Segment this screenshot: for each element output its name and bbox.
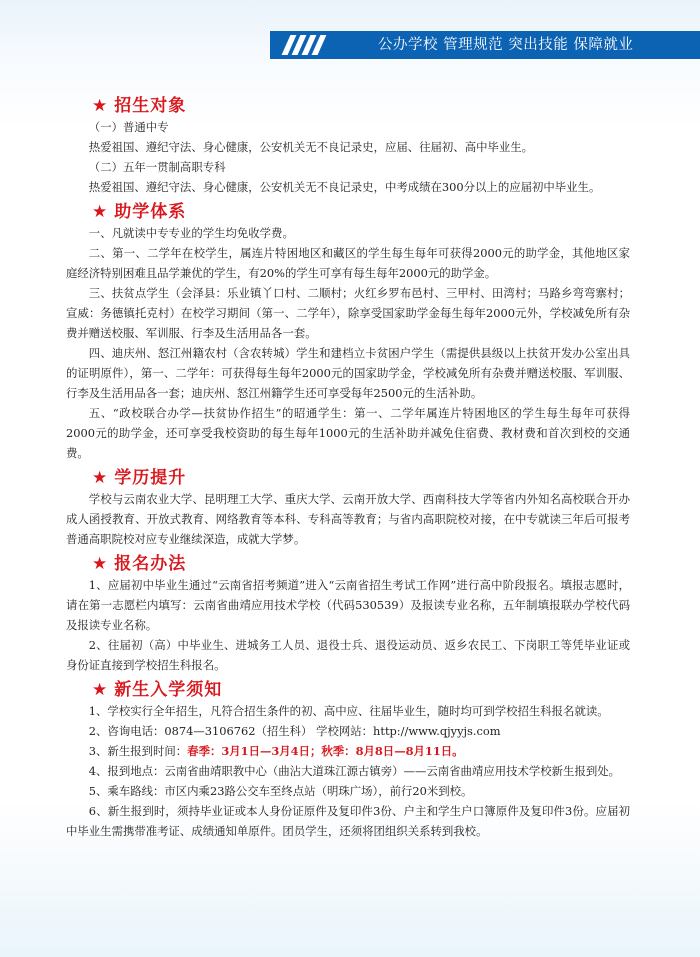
paragraph: （一）普通中专 [88, 120, 169, 134]
star-icon: ★ [92, 468, 109, 488]
paragraph: （二）五年一贯制高职专科 [88, 160, 226, 174]
paragraph: 6、新生报到时，须持毕业证或本人身份证原件及复印件3份、户主和学生户口簿原件及复印件3份。应届初中毕业生需携带准考证、成绩通知单原件。团员学生，还须将团组织关系转到我校。 [66, 804, 630, 838]
registration-dates: 春季：3月1日—3月4日；秋季：8月8日—8月11日。 [187, 744, 464, 758]
paragraph-lead: 3、新生报到时间： [88, 744, 188, 758]
paragraph: 2、往届初（高）中毕业生、进城务工人员、退役士兵、退役运动员、返乡农民工、下岗职工等凭毕业证或身份证直接到学校招生科报名。 [66, 638, 630, 672]
section-heading: ★ 新生入学须知 [92, 680, 223, 700]
page-content [66, 95, 630, 841]
section-heading: ★ 助学体系 [92, 202, 187, 222]
paragraph: 五、“政校联合办学—扶贫协作招生”的昭通学生：第一、二学年属连片特困地区的学生每生每年可获得2000元的助学金，还可享受我校资助的每生每年1000元的生活补助并减免住宿费、教材费和首次到校的交通费。 [66, 406, 630, 460]
star-icon: ★ [92, 202, 109, 222]
star-icon: ★ [92, 96, 109, 116]
paragraph: 学校与云南农业大学、昆明理工大学、重庆大学、云南开放大学、西南科技大学等省内外知名高校联合开办成人函授教育、开放式教育、网络教育等本科、专科高等教育；与省内高职院校对接，在中专就读三年后可报考普通高职院校对应专业继续深造，成就大学梦。 [66, 492, 630, 546]
paragraph: 5、乘车路线：市区内乘23路公交车至终点站（明珠广场），前行20米到校。 [88, 784, 473, 798]
paragraph: 二、第一、二学年在校学生，属连片特困地区和藏区的学生每生每年可获得2000元的助学金，其他地区家庭经济特别困难且品学兼优的学生，有20%的学生可享有每生每年2000元的助学金。 [66, 246, 630, 280]
paragraph: 1、学校实行全年招生，凡符合招生条件的初、高中应、往届毕业生，随时均可到学校招生科报名就读。 [88, 704, 609, 718]
paragraph: 四、迪庆州、怒江州籍农村（含农转城）学生和建档立卡贫困户学生（需提供县级以上扶贫开发办公室出具的证明原件），第一、二学年：可获得每生每年2000元的国家助学金，学校减免所有杂费并赠送校服、军训服、行李及生活用品各一套；迪庆州、怒江州籍学生还可享受每年2500元的生活补助。 [66, 346, 630, 400]
paragraph: 热爱祖国、遵纪守法、身心健康，公安机关无不良记录史，应届、往届初、高中毕业生。 [88, 140, 534, 154]
paragraph [66, 741, 630, 761]
section-heading: ★ 报名办法 [92, 554, 187, 574]
paragraph: 一、凡就读中专专业的学生均免收学费。 [88, 226, 294, 240]
header-banner [270, 31, 700, 59]
paragraph: 2、咨询电话：0874—3106762（招生科） 学校网站：http://www.qjyyjs.com [88, 724, 501, 738]
paragraph: 热爱祖国、遵纪守法、身心健康，公安机关无不良记录史，中考成绩在300分以上的应届初中毕业生。 [88, 180, 601, 194]
paragraph: 1、应届初中毕业生通过“云南省招考频道”进入“云南省招生考试工作网”进行高中阶段报名。填报志愿时，请在第一志愿栏内填写：云南省曲靖应用技术学校（代码530539）及报读专业名称，五年制填报联办学校代码及报读专业名称。 [66, 578, 630, 632]
paragraph: 4、报到地点：云南省曲靖职教中心（曲沾大道珠江源古镇旁）——云南省曲靖应用技术学校新生报到处。 [88, 764, 621, 778]
stripes-decoration [278, 35, 332, 55]
section-heading: ★ 学历提升 [92, 468, 187, 488]
banner-slogan: 公办学校 管理规范 突出技能 保障就业 [378, 37, 634, 53]
section-heading: ★ 招生对象 [92, 96, 187, 116]
star-icon: ★ [92, 680, 109, 700]
star-icon: ★ [92, 554, 109, 574]
paragraph: 三、扶贫点学生（会泽县：乐业镇丫口村、二顺村；火红乡罗布邑村、三甲村、田湾村；马路乡弯弯寨村；宣威：务德镇托克村）在校学习期间（第一、二学年），除享受国家助学金每生每年2000元外，学校减免所有杂费并赠送校服、军训服、行李及生活用品各一套。 [66, 286, 630, 340]
